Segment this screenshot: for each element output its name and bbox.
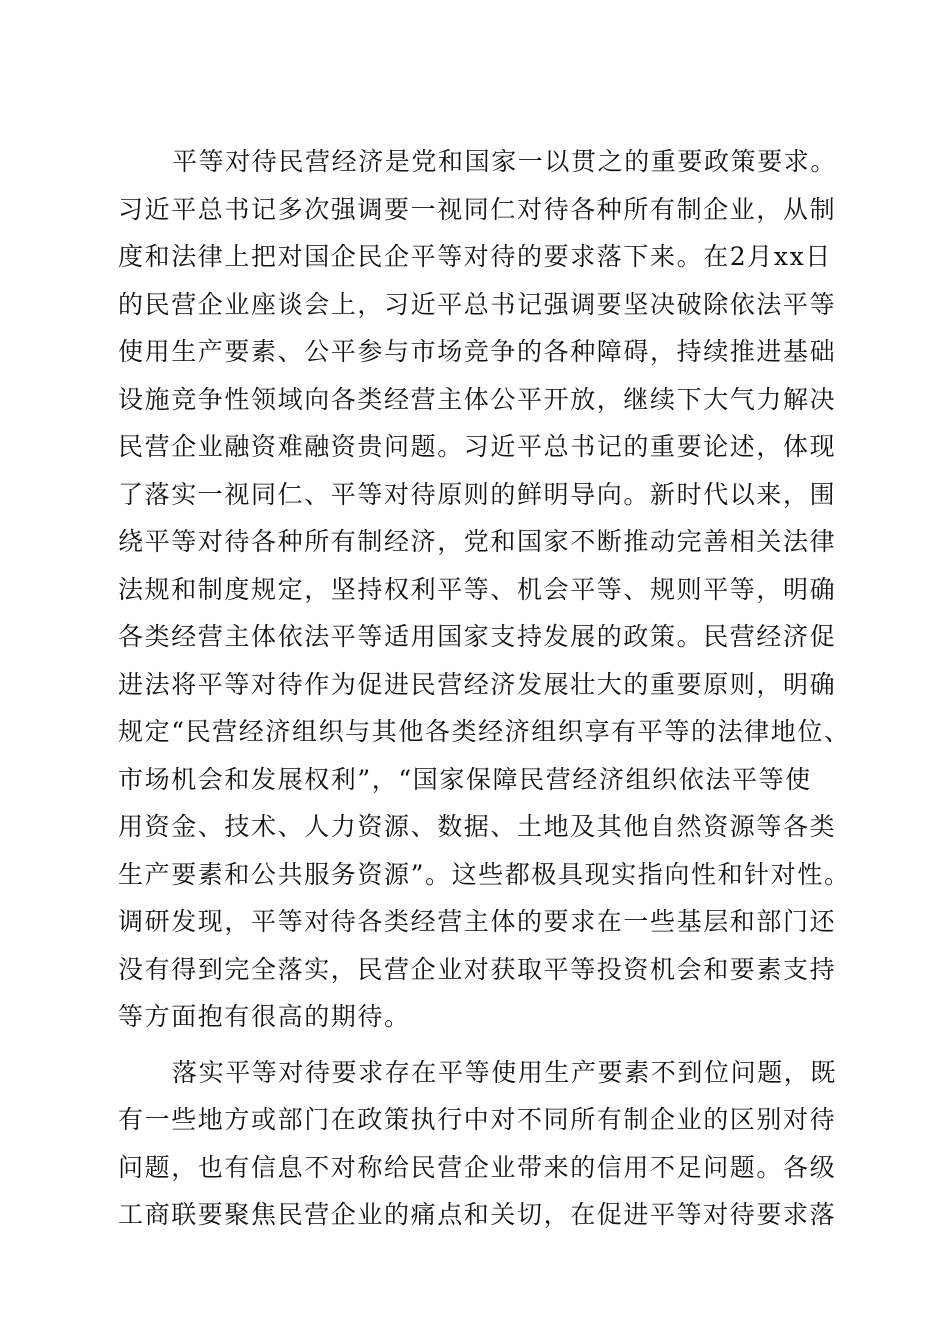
- text-line: 问题，也有信息不对称给民营企业带来的信用不足问题。各级: [118, 1152, 837, 1182]
- text-line: 的民营企业座谈会上，习近平总书记强调要坚决破除依法平等: [118, 289, 837, 319]
- document-body: [118, 138, 851, 1239]
- text-line: 平等对待民营经济是党和国家一以贯之的重要政策要求。: [172, 147, 838, 176]
- text-line: 习近平总书记多次强调要一视同仁对待各种所有制企业，从制: [118, 194, 837, 224]
- text-line: 了落实一视同仁、平等对待原则的鲜明导向。新时代以来，围: [118, 479, 837, 509]
- text-line: 进法将平等对待作为促进民营经济发展壮大的重要原则，明确: [118, 669, 837, 699]
- text-line: 用资金、技术、人力资源、数据、土地及其他自然资源等各类: [118, 812, 837, 841]
- text-line: 各类经营主体依法平等适用国家支持发展的政策。民营经济促: [118, 622, 837, 651]
- text-line: 市场机会和发展权利”，“国家保障民营经济组织依法平等使: [118, 764, 812, 794]
- text-line: 等方面抱有很高的期待。: [118, 1002, 411, 1031]
- paragraph-2: [118, 1049, 838, 1239]
- text-line: 调研发现，平等对待各类经营主体的要求在一些基层和部门还: [118, 907, 837, 936]
- text-line: 工商联要聚焦民营企业的痛点和关切，在促进平等对待要求落: [118, 1200, 837, 1229]
- text-line: 度和法律上把对国企民企平等对待的要求落下来。在2月xx日: [118, 242, 832, 271]
- text-line: 有一些地方或部门在政策执行中对不同所有制企业的区别对待: [118, 1105, 837, 1134]
- text-line: 设施竞争性领域向各类经营主体公平开放，继续下大气力解决: [118, 384, 837, 414]
- paragraph-1: [118, 138, 851, 1041]
- text-line: 绕平等对待各种所有制经济，党和国家不断推动完善相关法律: [118, 527, 837, 556]
- text-line: 法规和制度规定，坚持权利平等、机会平等、规则平等，明确: [118, 574, 837, 604]
- text-line: 民营企业融资难融资贵问题。习近平总书记的重要论述，体现: [118, 432, 837, 461]
- text-line: 生产要素和公共服务资源”。这些都极具现实指向性和针对性。: [118, 859, 851, 889]
- text-line: 落实平等对待要求存在平等使用生产要素不到位问题，既: [172, 1057, 838, 1087]
- text-line: 规定“民营经济组织与其他各类经济组织享有平等的法律地位、: [118, 717, 851, 746]
- text-line: 使用生产要素、公平参与市场竞争的各种障碍，持续推进基础: [118, 337, 837, 366]
- text-line: 没有得到完全落实，民营企业对获取平等投资机会和要素支持: [118, 954, 837, 984]
